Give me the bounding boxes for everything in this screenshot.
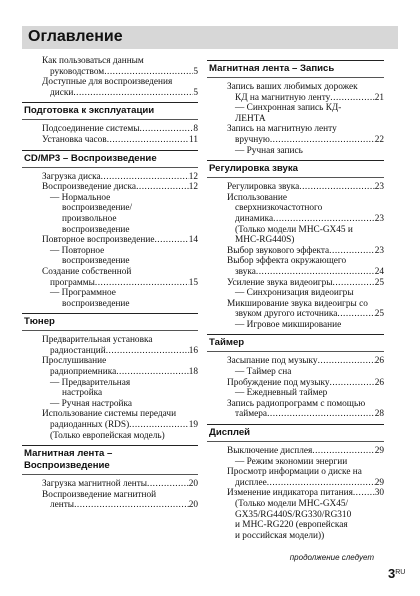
toc-entry[interactable] <box>30 409 198 441</box>
toc-entry-line <box>30 182 198 193</box>
dot-leader <box>333 278 375 289</box>
entry-text: — Таймер сна <box>235 367 292 378</box>
toc-entry[interactable] <box>30 479 198 490</box>
entry-text: и MHC-RG220 (европейская <box>235 520 348 531</box>
toc-entry[interactable] <box>30 490 198 511</box>
toc-entry-line <box>30 388 198 399</box>
entry-text: (Только модели MHC-GX45/ <box>235 499 349 509</box>
entry-text: Подсоединение системы <box>42 124 140 135</box>
toc-entry-line <box>215 510 384 521</box>
entry-text: Доступные для воспроизведения <box>42 77 173 88</box>
toc-entry-line <box>30 88 198 99</box>
dot-leader <box>353 488 375 499</box>
entry-text: Засыпание под музыку <box>227 356 318 367</box>
entry-text: — Синхронизация видеоигры <box>235 288 354 299</box>
page-ref: 23 <box>374 245 384 256</box>
dot-leader <box>106 346 189 357</box>
dot-leader <box>73 88 193 99</box>
entry-text: (Только модели MHC-GX45 и <box>235 224 353 235</box>
section-items <box>207 182 384 330</box>
toc-entry-line <box>215 146 384 157</box>
entry-text: Использование системы передачи <box>42 409 177 420</box>
toc-entry-line <box>30 225 198 236</box>
toc-entry-line <box>30 193 198 204</box>
entry-text: руководством <box>50 66 105 77</box>
toc-entry-line <box>30 490 198 501</box>
toc-entry-line <box>215 214 384 225</box>
toc-entry[interactable] <box>215 246 384 257</box>
toc-entry-line <box>215 457 384 468</box>
entry-text: — Ручная запись <box>235 145 303 156</box>
entry-text: Выбор эффекта окружающего <box>227 256 347 267</box>
page-ref: 15 <box>188 277 198 288</box>
dot-leader <box>270 135 375 146</box>
toc-entry-line <box>215 93 384 104</box>
entry-text: динамика <box>235 213 274 224</box>
toc-entry-line <box>30 299 198 310</box>
entry-text: Использование <box>227 192 287 203</box>
entry-text: ленты <box>50 500 75 511</box>
toc-entry-line <box>215 299 384 310</box>
toc-section <box>22 445 198 511</box>
toc-entry-line <box>30 367 198 378</box>
entry-text: радиоприемника <box>50 367 117 378</box>
dot-leader <box>330 378 375 389</box>
section-heading: Магнитная лента – Запись <box>207 60 384 78</box>
section-heading: Регулировка звука <box>207 160 384 178</box>
toc-entry-line <box>30 267 198 278</box>
toc-entry-line <box>215 499 384 510</box>
entry-text: Прослушивание <box>42 356 107 367</box>
toc-entry[interactable] <box>215 182 384 193</box>
toc-entry-line <box>215 378 384 389</box>
entry-text: воспроизведение/ <box>62 203 133 214</box>
entry-text: GX35/RG440S/RG330/RG310 <box>235 509 352 520</box>
toc-entry-line <box>30 56 198 67</box>
toc-entry-line <box>215 409 384 420</box>
dot-leader <box>139 124 193 135</box>
toc-entry-line <box>215 182 384 193</box>
toc-entry-line <box>215 193 384 204</box>
toc-section <box>22 313 198 441</box>
entry-text: Воспроизведение диска <box>42 182 137 193</box>
entry-text: — Ежедневный таймер <box>235 388 328 399</box>
entry-text: звука <box>235 266 256 277</box>
entry-text: Запись радиопрограмм с помощью <box>227 398 366 409</box>
entry-text: — Повторное <box>50 245 105 256</box>
section-heading: Таймер <box>207 334 384 352</box>
page-ref: 29 <box>374 446 384 457</box>
toc-entry-line <box>30 335 198 346</box>
section-heading: Подготовка к эксплуатации <box>22 102 198 120</box>
page-ref: 12 <box>188 182 198 193</box>
dot-leader <box>273 214 375 225</box>
section-items <box>22 335 198 441</box>
dot-leader <box>256 267 375 278</box>
toc-entry[interactable] <box>30 235 198 267</box>
toc-section <box>22 102 198 145</box>
toc-entry-line <box>215 388 384 399</box>
toc-entry-line <box>30 500 198 511</box>
entry-text: ЛЕНТА <box>235 113 266 124</box>
section-items <box>22 124 198 145</box>
toc-entry-line <box>30 479 198 490</box>
toc-entry-line <box>30 356 198 367</box>
entry-text: произвольное <box>62 213 117 224</box>
entry-text: сверхнизкочастотного <box>235 203 323 214</box>
toc-entry-line <box>30 420 198 431</box>
page-ref: 29 <box>374 477 384 488</box>
dot-leader <box>312 446 374 457</box>
page-ref: 12 <box>188 171 198 182</box>
toc-entry-line <box>215 309 384 320</box>
entry-text: звуком другого источника <box>235 309 338 320</box>
toc-entry-line <box>215 203 384 214</box>
toc-section <box>207 160 384 330</box>
toc-entry-line <box>30 278 198 289</box>
page-ref: 19 <box>188 420 198 431</box>
entry-text: программы <box>50 277 95 288</box>
dot-leader <box>136 182 189 193</box>
page-ref: 5 <box>193 66 198 77</box>
toc-entry-line <box>215 367 384 378</box>
dot-leader <box>107 135 189 146</box>
entry-text: Микширование звука видеоигры со <box>227 298 368 309</box>
entry-text: Как пользоваться данным <box>42 56 144 66</box>
toc-entry[interactable] <box>215 488 384 541</box>
toc-entry-line <box>30 135 198 146</box>
page-ref: 22 <box>374 134 384 145</box>
entry-text: дисплее <box>235 477 267 488</box>
page-ref: 24 <box>374 266 384 277</box>
dot-leader <box>329 246 375 257</box>
toc-entry-line <box>30 378 198 389</box>
dot-leader <box>299 182 374 193</box>
dot-leader <box>104 67 193 78</box>
page-ref: 20 <box>188 479 198 490</box>
toc-entry[interactable] <box>215 256 384 277</box>
page-ref: 8 <box>193 124 198 135</box>
toc-entry-line <box>215 246 384 257</box>
toc-entry[interactable] <box>30 172 198 183</box>
entry-text: (Только европейская модель) <box>50 430 165 441</box>
title-bar <box>22 26 398 49</box>
toc-entry-line <box>215 82 384 93</box>
toc-entry-line <box>30 235 198 246</box>
toc-entry-line <box>30 203 198 214</box>
entry-text: настройка <box>62 388 103 399</box>
toc-entry[interactable] <box>30 77 198 98</box>
entry-text: — Режим экономии энергии <box>235 456 348 467</box>
dot-leader <box>116 367 189 378</box>
toc-entry[interactable] <box>30 56 198 77</box>
toc-entry[interactable] <box>215 399 384 420</box>
entry-text: Создание собственной <box>42 266 132 277</box>
entry-text: таймера <box>235 409 268 420</box>
toc-entry-line <box>215 124 384 135</box>
toc-entry[interactable] <box>215 446 384 467</box>
page-ref: 21 <box>374 92 384 103</box>
entry-text: Выключение дисплея <box>227 446 313 457</box>
entry-text: КД на магнитную ленту <box>235 92 331 103</box>
section-items <box>22 56 198 98</box>
toc-entry-line <box>30 346 198 357</box>
page-ref: 16 <box>188 345 198 356</box>
entry-text: вручную <box>235 134 270 145</box>
toc-entry-line <box>215 467 384 478</box>
toc-entry-line <box>30 288 198 299</box>
toc-entry-line <box>30 246 198 257</box>
toc-entry-line <box>30 124 198 135</box>
entry-text: Изменение индикатора питания <box>227 488 353 499</box>
page-ref: 5 <box>193 87 198 98</box>
page-ref: 28 <box>374 409 384 420</box>
page-title: Оглавление <box>28 28 123 45</box>
toc-entry-line <box>215 267 384 278</box>
toc-entry-line <box>30 77 198 88</box>
entry-text: радиоданных (RDS) <box>50 420 130 431</box>
toc-entry-line <box>30 431 198 442</box>
toc-entry-line <box>215 356 384 367</box>
toc-entry[interactable] <box>30 124 198 135</box>
toc-entry[interactable] <box>215 193 384 246</box>
toc-entry-line <box>215 278 384 289</box>
toc-entry[interactable] <box>215 278 384 299</box>
entry-text: радиостанций <box>50 345 106 356</box>
toc-entry-line <box>30 409 198 420</box>
continued-note: продолжение следует <box>289 553 374 562</box>
dot-leader <box>147 479 189 490</box>
toc-entry-line <box>215 288 384 299</box>
toc-entry-line <box>215 446 384 457</box>
dot-leader <box>267 409 375 420</box>
toc-entry-line <box>215 478 384 489</box>
toc-entry[interactable] <box>215 82 384 124</box>
toc-entry-line <box>215 520 384 531</box>
section-items <box>22 172 198 310</box>
section-heading: Дисплей <box>207 424 384 442</box>
section-items <box>22 479 198 511</box>
dot-leader <box>154 235 188 246</box>
toc-entry[interactable] <box>30 356 198 409</box>
entry-text: воспроизведение <box>62 224 130 235</box>
toc-entry-line <box>215 114 384 125</box>
toc-entry-line <box>215 399 384 410</box>
page-ref: 18 <box>188 367 198 378</box>
page-ref: 25 <box>374 309 384 320</box>
page-ref: 11 <box>189 134 198 145</box>
section-items <box>207 446 384 541</box>
right-column <box>207 56 384 545</box>
page-ref: 26 <box>374 377 384 388</box>
toc-entry[interactable] <box>30 335 198 356</box>
entry-text: воспроизведение <box>62 256 130 267</box>
entry-text: — Ручная настройка <box>50 398 132 409</box>
page-number-value: 3 <box>388 566 396 581</box>
entry-text: Усиление звука видеоигры <box>227 277 333 288</box>
toc-entry[interactable] <box>215 124 384 156</box>
entry-text: — Программное <box>50 288 116 299</box>
dot-leader <box>101 172 189 183</box>
toc-entry[interactable] <box>215 299 384 331</box>
toc-entry[interactable] <box>215 378 384 399</box>
entry-text: и российская модели)) <box>235 530 325 541</box>
entry-text: Регулировка звука <box>227 182 300 193</box>
dot-leader <box>337 309 374 320</box>
section-heading: CD/MP3 – Воспроизведение <box>22 150 198 168</box>
page-ref: 14 <box>188 235 198 246</box>
section-items <box>207 82 384 156</box>
page-locale: RU <box>395 569 406 576</box>
toc-entry-line <box>215 235 384 246</box>
page-ref: 26 <box>374 356 384 367</box>
toc-entry-line <box>215 256 384 267</box>
section-heading: Магнитная лента – Воспроизведение <box>22 445 198 475</box>
toc-section <box>207 424 384 541</box>
dot-leader <box>74 500 189 511</box>
page-ref: 23 <box>374 213 384 224</box>
entry-text: Загрузка диска <box>42 171 101 182</box>
toc-entry[interactable] <box>30 135 198 146</box>
dot-leader <box>129 420 189 431</box>
section-heading: Тюнер <box>22 313 198 331</box>
entry-text: — Синхронная запись КД- <box>235 103 342 114</box>
entry-text: воспроизведение <box>62 298 130 309</box>
dot-leader <box>330 93 374 104</box>
toc-entry[interactable] <box>30 182 198 235</box>
dot-leader <box>95 278 189 289</box>
toc-entry[interactable] <box>215 467 384 488</box>
entry-text: MHC-RG440S) <box>235 235 295 246</box>
toc-entry-line <box>215 320 384 331</box>
entry-text: Воспроизведение магнитной <box>42 489 157 500</box>
entry-text: Просмотр информации о диске на <box>227 467 362 478</box>
entry-text: Установка часов <box>42 134 107 145</box>
entry-text: Запись ваших любимых дорожек <box>227 82 358 92</box>
toc-entry-line <box>215 103 384 114</box>
toc-entry-line <box>30 67 198 78</box>
toc-entry-line <box>30 256 198 267</box>
toc-entry-line <box>215 225 384 236</box>
entry-text: — Предварительная <box>50 377 131 388</box>
toc-entry[interactable] <box>30 267 198 309</box>
entry-text: диски <box>50 87 74 98</box>
entry-text: — Игровое микширование <box>235 319 342 330</box>
toc-entry-line <box>30 172 198 183</box>
toc-entry-line <box>30 399 198 410</box>
page-ref: 30 <box>374 488 384 499</box>
page-ref: 25 <box>374 277 384 288</box>
section-items <box>207 356 384 420</box>
page-number <box>388 566 405 581</box>
toc-entry-line <box>30 214 198 225</box>
dot-leader <box>267 478 375 489</box>
toc-entry[interactable] <box>215 356 384 377</box>
entry-text: Предварительная установка <box>42 335 153 346</box>
toc-section <box>207 60 384 156</box>
entry-text: Выбор звукового эффекта <box>227 245 330 256</box>
entry-text: Пробуждение под музыку <box>227 377 330 388</box>
page-ref: 20 <box>188 500 198 511</box>
toc-entry-line <box>215 488 384 499</box>
entry-text: — Нормальное <box>50 192 111 203</box>
entry-text: Повторное воспроизведение <box>42 235 155 246</box>
toc-entry-line <box>215 135 384 146</box>
toc-section <box>22 56 198 98</box>
entry-text: Запись на магнитную ленту <box>227 124 337 135</box>
toc-section <box>207 334 384 420</box>
left-column <box>22 56 198 515</box>
entry-text: Загрузка магнитной ленты <box>42 479 148 490</box>
dot-leader <box>318 356 375 367</box>
toc-section <box>22 150 198 310</box>
toc-entry-line <box>215 531 384 542</box>
page-ref: 23 <box>374 182 384 193</box>
